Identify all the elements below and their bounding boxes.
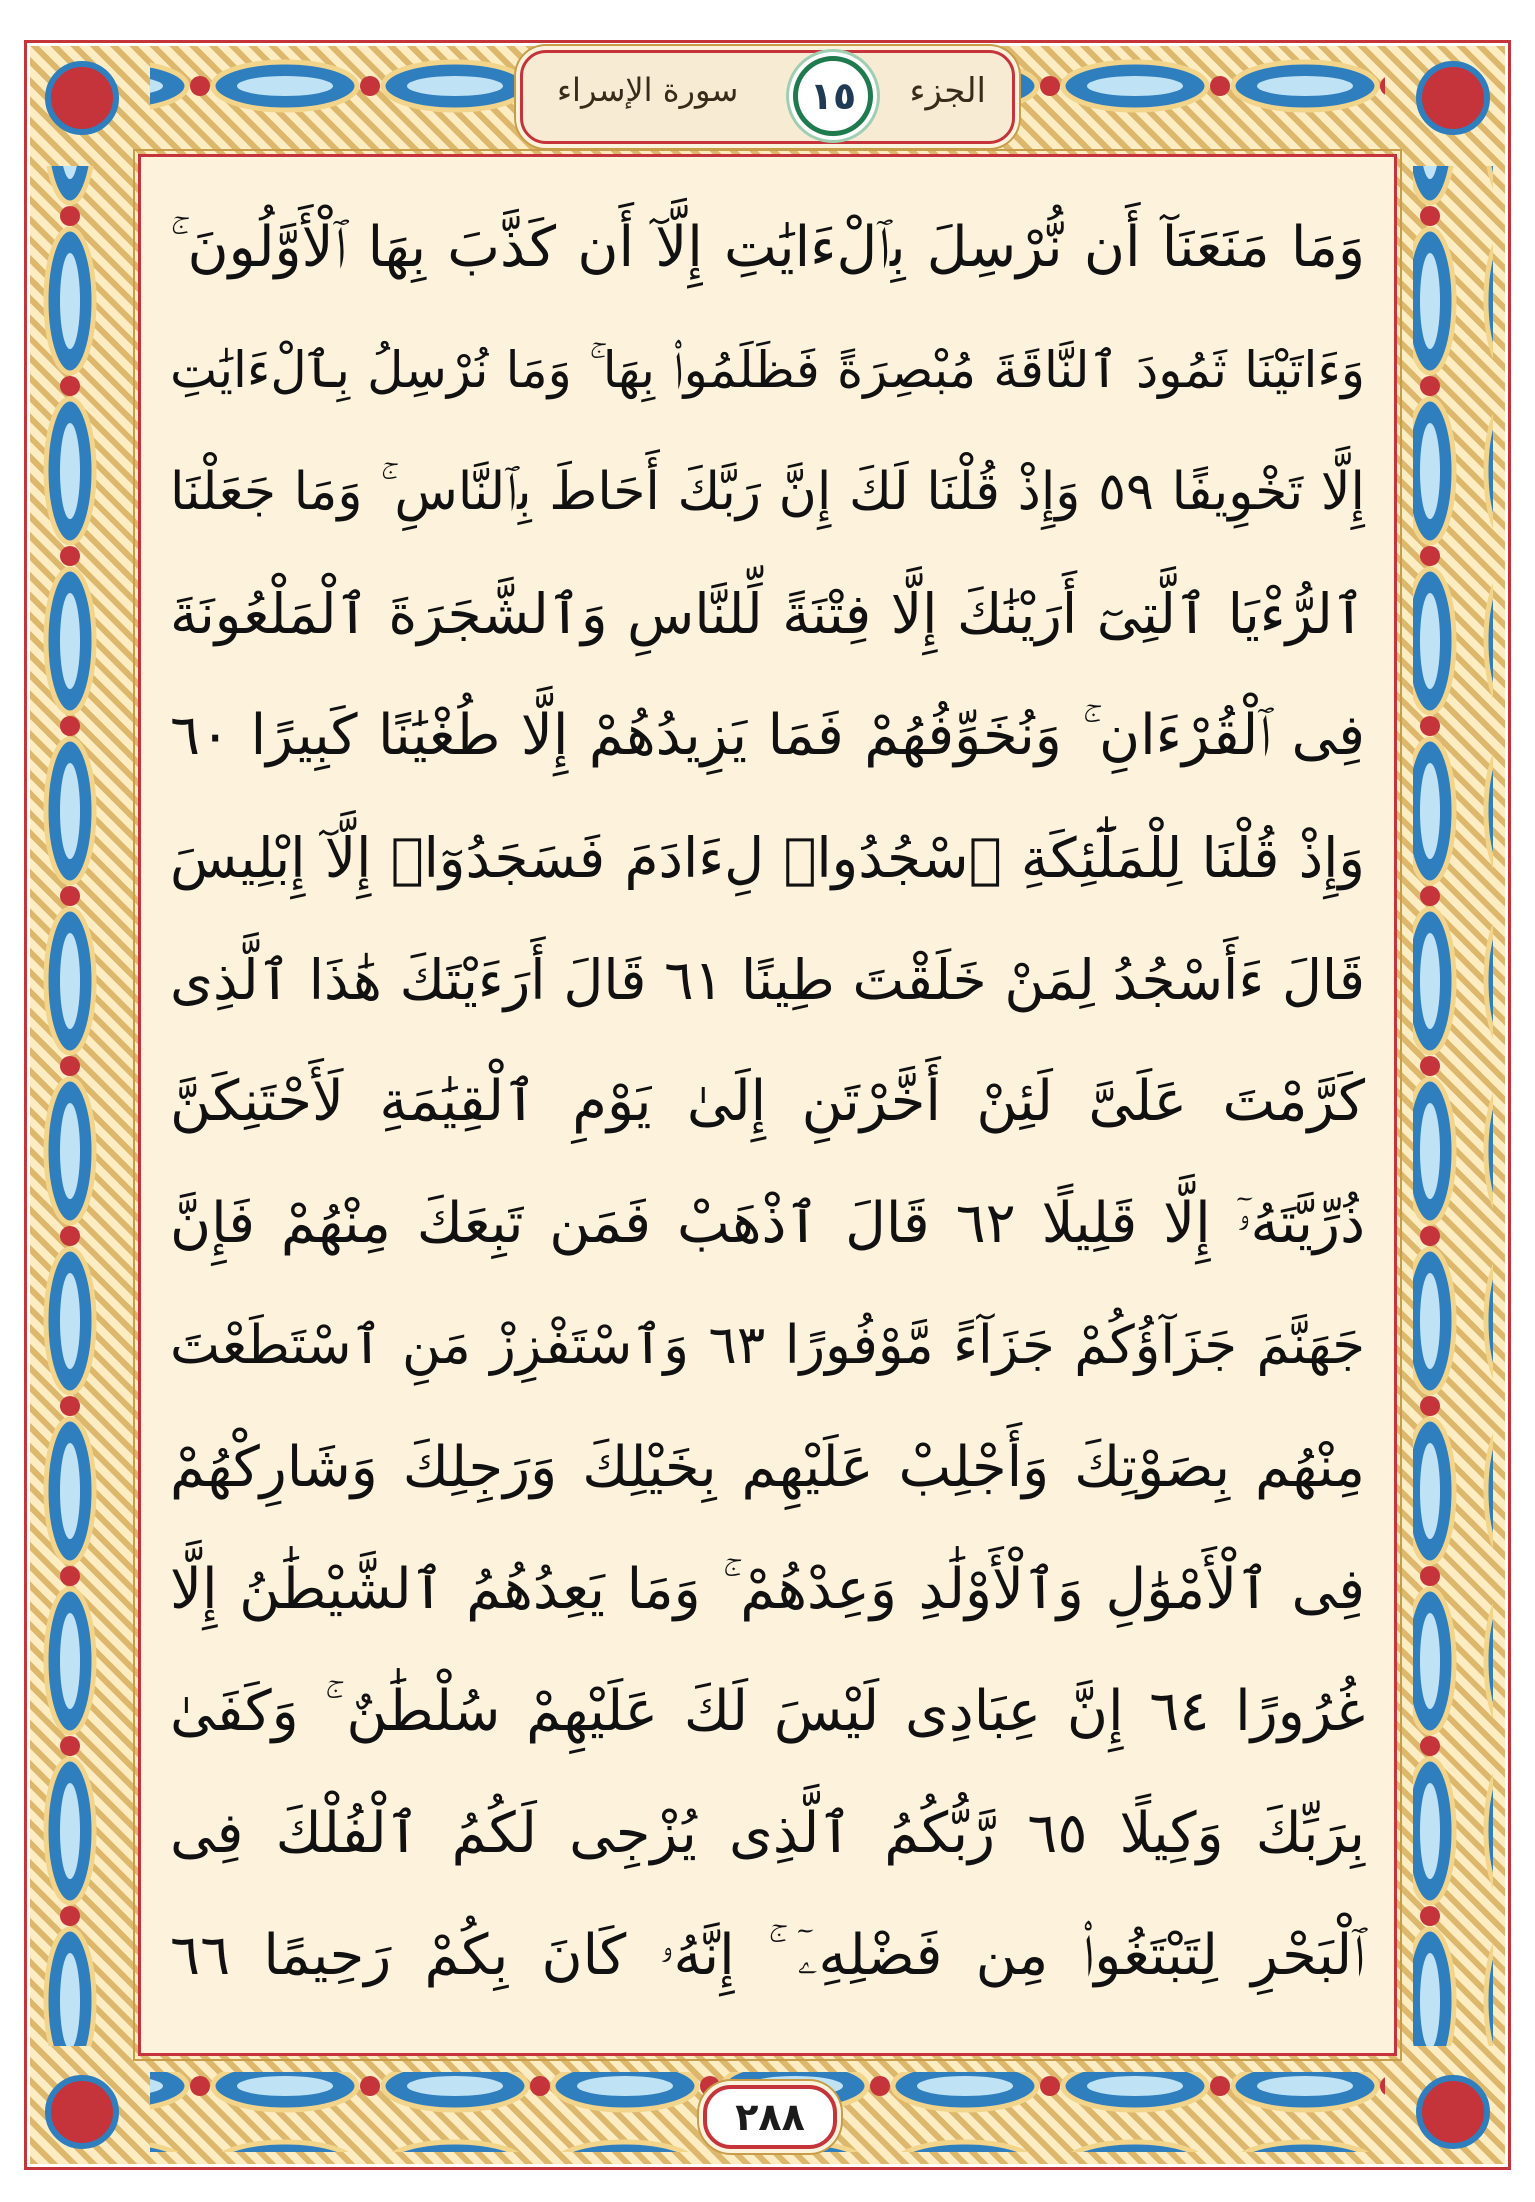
juz-number-medallion <box>793 56 873 136</box>
verse-line: وَإِذْ قُلْنَا لِلْمَلَٰٓئِكَةِ ٱسْجُدُوا۟ لِءَادَمَ فَسَجَدُوٓا۟ إِلَّآ إِبْلِيسَ <box>170 826 1365 890</box>
page-number: ٢٨٨ <box>735 2095 805 2139</box>
verse-text-area <box>170 198 1365 2028</box>
verse-line: وَءَاتَيْنَا ثَمُودَ ٱلنَّاقَةَ مُبْصِرَةً فَظَلَمُوا۟ بِهَا ۚ وَمَا نُرْسِلُ بِٱلْءَايَٰتِ <box>170 341 1365 399</box>
verse-line: فِى ٱلْقُرْءَانِ ۚ وَنُخَوِّفُهُمْ فَمَا يَزِيدُهُمْ إِلَّا طُغْيَٰنًا كَبِيرًا ٦٠ <box>170 703 1365 768</box>
verse-line: ٱلرُّءْيَا ٱلَّتِىٓ أَرَيْنَٰكَ إِلَّا فِتْنَةً لِّلنَّاسِ وَٱلشَّجَرَةَ ٱلْمَلْعُونَةَ <box>170 582 1365 646</box>
page-number-badge <box>703 2085 837 2149</box>
verse-line: وَمَا مَنَعَنَآ أَن نُّرْسِلَ بِٱلْءَايَٰتِ إِلَّآ أَن كَذَّبَ بِهَا ٱلْأَوَّلُونَ ۚ <box>170 215 1365 280</box>
verse-line: ٱلْبَحْرِ لِتَبْتَغُوا۟ مِن فَضْلِهِۦٓ ۚ إِنَّهُۥ كَانَ بِكُمْ رَحِيمًا ٦٦ <box>170 1923 1365 1988</box>
verse-line: ذُرِّيَّتَهُۥٓ إِلَّا قَلِيلًا ٦٢ قَالَ ٱذْهَبْ فَمَن تَبِعَكَ مِنْهُمْ فَإِنَّ <box>170 1191 1366 1256</box>
juz-number: ١٥ <box>809 74 857 118</box>
juz-label: الجزء <box>909 71 986 111</box>
verse-line: غُرُورًا ٦٤ إِنَّ عِبَادِى لَيْسَ لَكَ عَلَيْهِمْ سُلْطَٰنٌ ۚ وَكَفَىٰ <box>170 1679 1365 1744</box>
verse-line: جَهَنَّمَ جَزَآؤُكُمْ جَزَآءً مَّوْفُورًا ٦٣ وَٱسْتَفْزِزْ مَنِ ٱسْتَطَعْتَ <box>170 1315 1365 1376</box>
verse-line: بِرَبِّكَ وَكِيلًا ٦٥ رَّبُّكُمُ ٱلَّذِى يُزْجِى لَكُمُ ٱلْفُلْكَ فِى <box>170 1801 1365 1866</box>
verse-line: فِى ٱلْأَمْوَٰلِ وَٱلْأَوْلَٰدِ وَعِدْهُمْ ۚ وَمَا يَعِدُهُمُ ٱلشَّيْطَٰنُ إِلَّا <box>170 1557 1365 1622</box>
surah-name: سورة الإسراء <box>557 71 739 109</box>
verse-line: كَرَّمْتَ عَلَىَّ لَئِنْ أَخَّرْتَنِ إِلَىٰ يَوْمِ ٱلْقِيَٰمَةِ لَأَحْتَنِكَنَّ <box>170 1069 1365 1134</box>
header-banner <box>520 50 1015 144</box>
verse-line: مِنْهُم بِصَوْتِكَ وَأَجْلِبْ عَلَيْهِم بِخَيْلِكَ وَرَجِلِكَ وَشَارِكْهُمْ <box>170 1435 1365 1500</box>
verse-line: إِلَّا تَخْوِيفًا ٥٩ وَإِذْ قُلْنَا لَكَ إِنَّ رَبَّكَ أَحَاطَ بِٱلنَّاسِ ۚ وَمَا جَعَلْنَا <box>170 462 1365 522</box>
verse-line: قَالَ ءَأَسْجُدُ لِمَنْ خَلَقْتَ طِينًا ٦١ قَالَ أَرَءَيْتَكَ هَٰذَا ٱلَّذِى <box>170 948 1365 1012</box>
